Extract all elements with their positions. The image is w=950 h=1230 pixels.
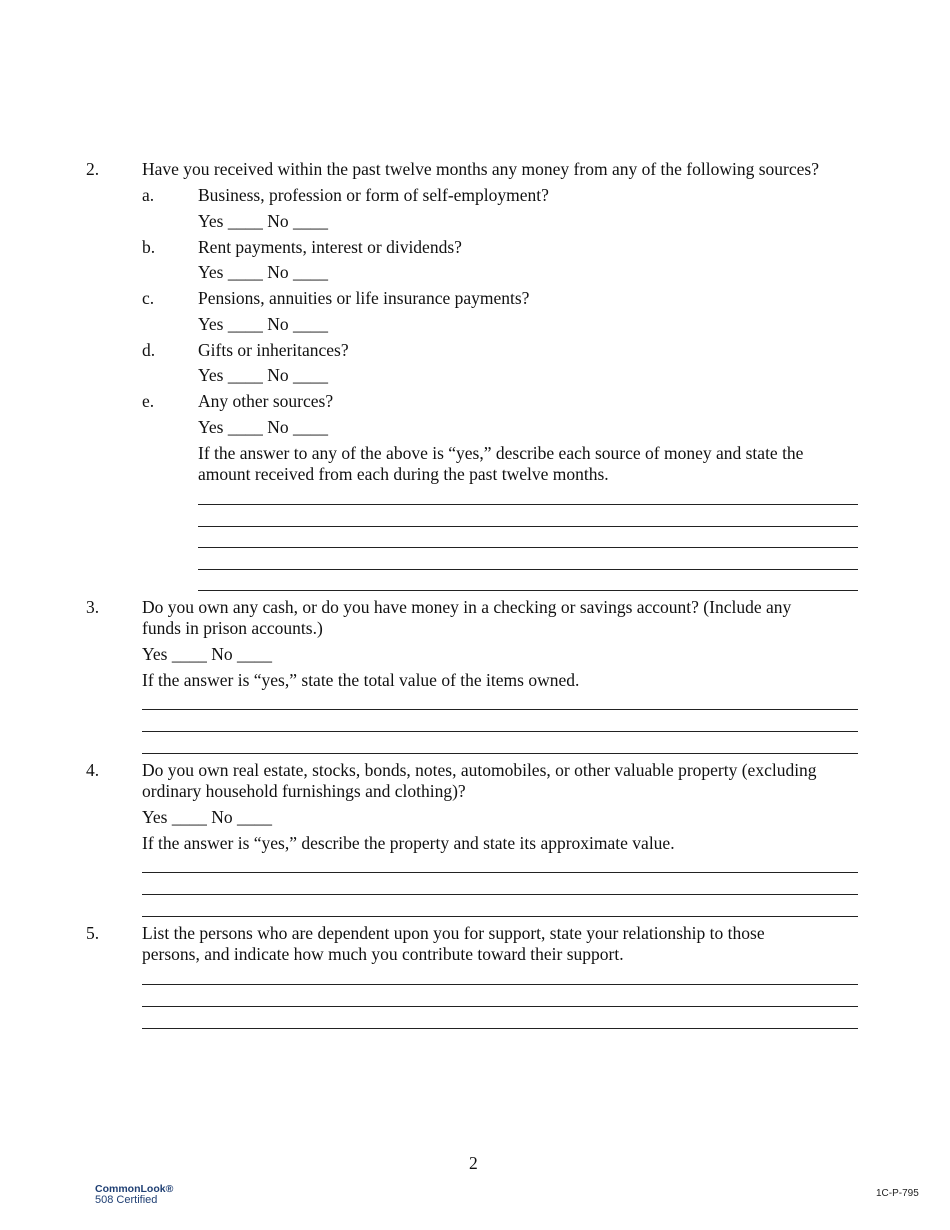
logo-brand-text: CommonLook® <box>95 1183 174 1195</box>
q2-answer-line[interactable] <box>198 569 858 570</box>
q2b-letter: b. <box>142 237 156 257</box>
q3-text-line2: funds in prison accounts.) <box>142 618 323 638</box>
q2-answer-line[interactable] <box>198 547 858 548</box>
q2-text: Have you received within the past twelve months any money from any of the following sources? <box>142 159 819 179</box>
q2e-text: Any other sources? <box>198 391 334 411</box>
q5-answer-line[interactable] <box>142 1028 858 1029</box>
q4-answer-line[interactable] <box>142 872 858 873</box>
logo-cert-text: 508 Certified <box>95 1194 158 1206</box>
q5-answer-line[interactable] <box>142 1006 858 1007</box>
q2-number: 2. <box>86 159 100 179</box>
q4-answer-line[interactable] <box>142 916 858 917</box>
q4-answer-line[interactable] <box>142 894 858 895</box>
q3-answer-line[interactable] <box>142 731 858 732</box>
q2-answer-line[interactable] <box>198 504 858 505</box>
q3-answer-line[interactable] <box>142 753 858 754</box>
q2a-text: Business, profession or form of self-employment? <box>198 185 549 205</box>
q4-yes-no[interactable]: Yes ____ No ____ <box>142 807 272 827</box>
q5-answer-line[interactable] <box>142 984 858 985</box>
q2a-yes-no[interactable]: Yes ____ No ____ <box>198 211 328 231</box>
q2-answer-line[interactable] <box>198 590 858 591</box>
q2d-letter: d. <box>142 340 156 360</box>
q3-instruction: If the answer is “yes,” state the total value of the items owned. <box>142 670 580 690</box>
q2c-yes-no[interactable]: Yes ____ No ____ <box>198 314 328 334</box>
q5-text-line1: List the persons who are dependent upon you for support, state your relationship to those <box>142 923 765 943</box>
q2d-text: Gifts or inheritances? <box>198 340 349 360</box>
q2-instruction-line2: amount received from each during the past twelve months. <box>198 464 609 484</box>
q4-text-line2: ordinary household furnishings and clothing)? <box>142 781 466 801</box>
q3-yes-no[interactable]: Yes ____ No ____ <box>142 644 272 664</box>
q4-text-line1: Do you own real estate, stocks, bonds, notes, automobiles, or other valuable property (excluding <box>142 760 817 780</box>
q2c-text: Pensions, annuities or life insurance payments? <box>198 288 530 308</box>
q3-number: 3. <box>86 597 100 617</box>
q4-instruction: If the answer is “yes,” describe the property and state its approximate value. <box>142 833 675 853</box>
form-code: 1C-P-795 <box>876 1188 919 1199</box>
q2c-letter: c. <box>142 288 155 308</box>
q4-number: 4. <box>86 760 100 780</box>
q2e-yes-no[interactable]: Yes ____ No ____ <box>198 417 328 437</box>
q2b-text: Rent payments, interest or dividends? <box>198 237 462 257</box>
q3-text-line1: Do you own any cash, or do you have money in a checking or savings account? (Include any <box>142 597 792 617</box>
q5-number: 5. <box>86 923 100 943</box>
q2a-letter: a. <box>142 185 155 205</box>
q2d-yes-no[interactable]: Yes ____ No ____ <box>198 365 328 385</box>
q2-instruction-line1: If the answer to any of the above is “yes,” describe each source of money and state the <box>198 443 804 463</box>
commonlook-logo <box>95 1184 173 1206</box>
page-number: 2 <box>469 1153 478 1173</box>
q2-answer-line[interactable] <box>198 526 858 527</box>
q5-text-line2: persons, and indicate how much you contribute toward their support. <box>142 944 624 964</box>
q2b-yes-no[interactable]: Yes ____ No ____ <box>198 262 328 282</box>
q2e-letter: e. <box>142 391 155 411</box>
q3-answer-line[interactable] <box>142 709 858 710</box>
